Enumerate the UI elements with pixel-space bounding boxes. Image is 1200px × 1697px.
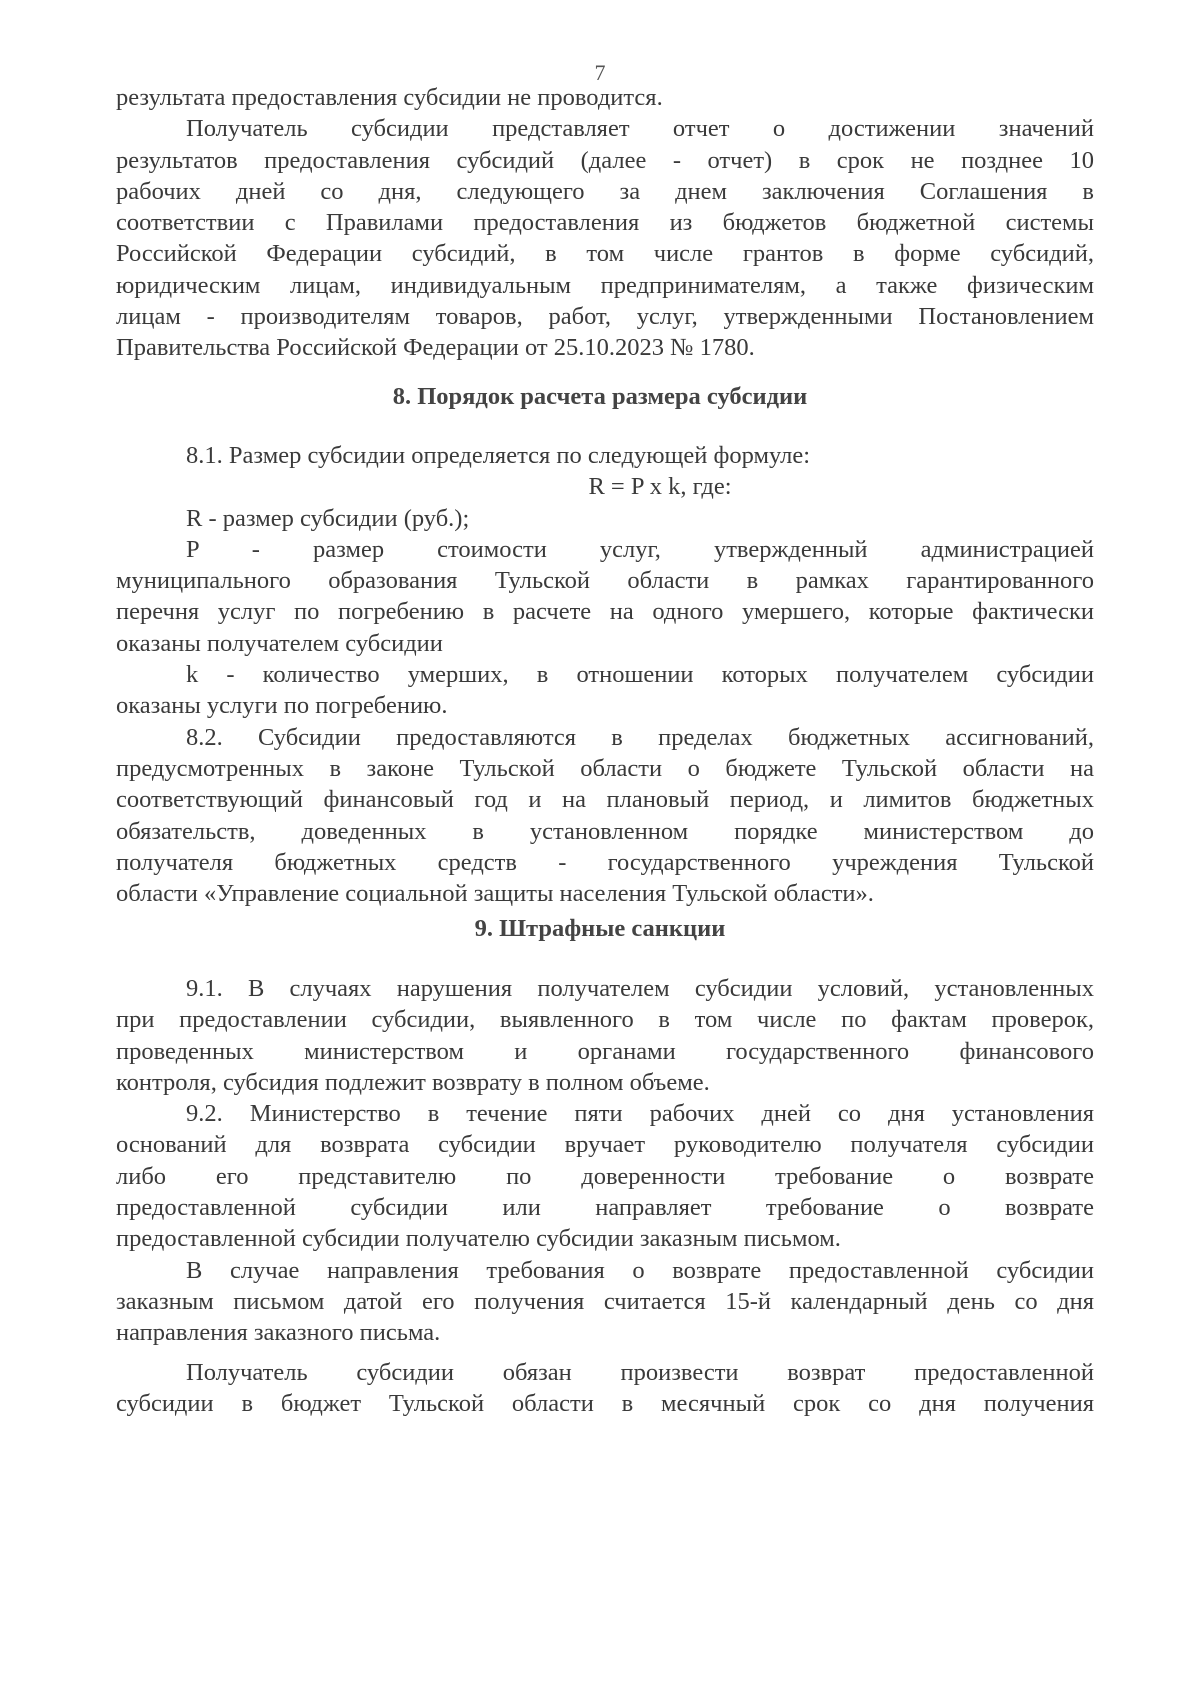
text-line: субсидии в бюджет Тульской области в месячный срок со дня получения (116, 1389, 1094, 1417)
text-line: результата предоставления субсидии не проводится. (116, 84, 663, 111)
text-line: предусмотренных в законе Тульской области о бюджете Тульской области на (116, 754, 1094, 782)
text-line: 9.2. Министерство в течение пяти рабочих дней со дня установления (186, 1100, 1094, 1128)
text-line: обязательств, доведенных в установленном порядке министерством до (116, 817, 1094, 845)
text-line: перечня услуг по погребению в расчете на одного умершего, которые фактически (116, 598, 1094, 626)
text-line: результатов предоставления субсидий (далее - отчет) в срок не позднее 10 (116, 146, 1094, 174)
text-line: контроля, субсидия подлежит возврату в полном объеме. (116, 1068, 710, 1096)
text-line: Получатель субсидии обязан произвести возврат предоставленной (186, 1358, 1094, 1386)
text-line: предоставленной субсидии или направляет требование о возврате (116, 1194, 1094, 1222)
text-line: проведенных министерством и органами государственного финансового (116, 1037, 1094, 1065)
text-line: соответствии с Правилами предоставления из бюджетов бюджетной системы (116, 209, 1094, 237)
text-line: соответствующий финансовый год и на плановый период, и лимитов бюджетных (116, 786, 1094, 814)
text-line: оказаны услуги по погребению. (116, 692, 448, 720)
text-line: оснований для возврата субсидии вручает руководителю получателя субсидии (116, 1131, 1094, 1159)
text-line: лицам - производителям товаров, работ, услуг, утвержденными Постановлением (116, 303, 1094, 331)
text-line: предоставленной субсидии получателю субсидии заказным письмом. (116, 1225, 841, 1253)
text-line: Российской Федерации субсидий, в том числе грантов в форме субсидий, (116, 240, 1094, 268)
text-line: направления заказного письма. (116, 1319, 441, 1347)
text-line: В случае направления требования о возврате предоставленной субсидии (186, 1256, 1094, 1284)
formula: R = P x k, где: (588, 473, 732, 501)
text-line: k - количество умерших, в отношении которых получателем субсидии (186, 661, 1094, 689)
text-line: либо его представителю по доверенности требование о возврате (116, 1162, 1094, 1190)
section-8-heading: 8. Порядок расчета размера субсидии (392, 383, 808, 410)
text-line: области «Управление социальной защиты населения Тульской области». (116, 880, 874, 908)
section-9-heading: 9. Штрафные санкции (474, 915, 726, 942)
text-line: рабочих дней со дня, следующего за днем заключения Соглашения в (116, 177, 1094, 205)
intro-text-block (116, 82, 1094, 364)
page-number: 7 (594, 60, 606, 85)
text-line: при предоставлении субсидии, выявленного в том числе по фактам проверок, (116, 1006, 1094, 1034)
text-line: P - размер стоимости услуг, утвержденный администрацией (186, 535, 1094, 563)
section-8-text-block (116, 440, 1094, 909)
text-line: 8.1. Размер субсидии определяется по следующей формуле: (186, 442, 811, 469)
text-line: муниципального образования Тульской области в рамках гарантированного (116, 567, 1094, 595)
text-line: Получатель субсидии представляет отчет о достижении значений (186, 115, 1094, 143)
text-line: 9.1. В случаях нарушения получателем субсидии условий, установленных (186, 975, 1094, 1002)
text-line: оказаны получателем субсидии (116, 629, 443, 657)
text-line: 8.2. Субсидии предоставляются в пределах бюджетных ассигнований, (186, 723, 1094, 751)
text-line: получателя бюджетных средств - государственного учреждения Тульской (116, 848, 1094, 876)
text-line: Правительства Российской Федерации от 25.10.2023 № 1780. (116, 334, 755, 362)
text-line: R - размер субсидии (руб.); (186, 504, 470, 532)
text-line: юридическим лицам, индивидуальным предпринимателям, а также физическим (116, 271, 1094, 299)
section-9-text-block (116, 973, 1094, 1419)
text-line: заказным письмом датой его получения считается 15-й календарный день со дня (116, 1287, 1094, 1315)
